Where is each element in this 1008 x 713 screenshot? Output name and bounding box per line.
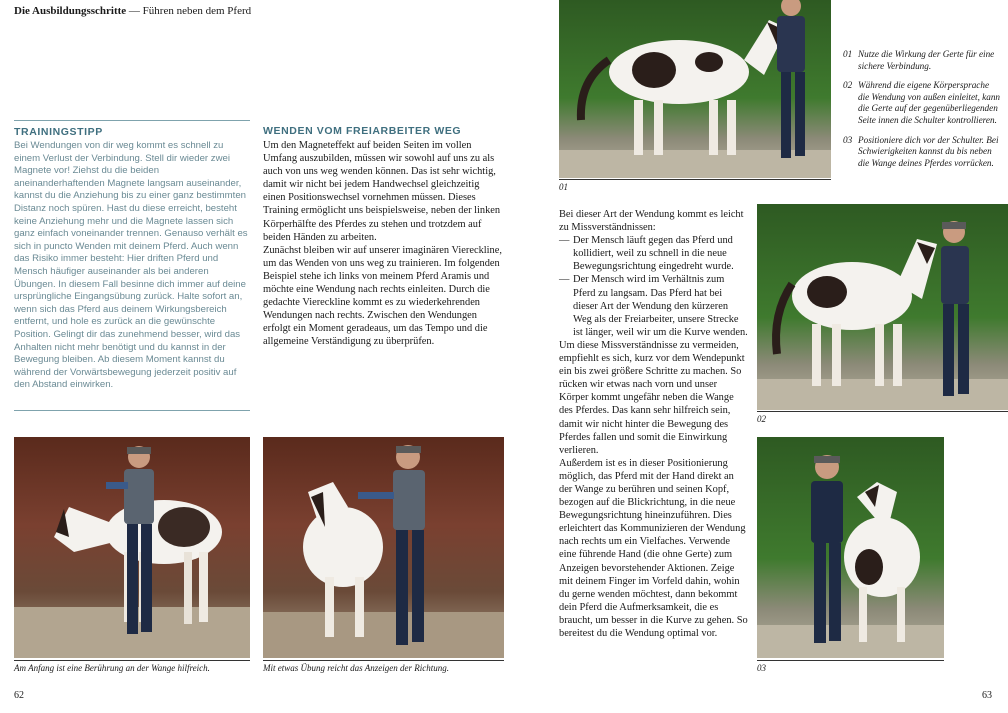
step-number: 03 xyxy=(843,134,853,145)
photo-number: 03 xyxy=(757,663,766,673)
horse-and-trainer-illustration xyxy=(559,0,831,178)
list-item: — Der Mensch läuft gegen das Pferd und kollidiert, weil zu schnell in die neue Bewegungsrichtung eingedreht wurde. xyxy=(559,234,749,273)
tip-body xyxy=(14,140,252,392)
step-item xyxy=(843,135,1001,170)
tip-bottom-rule xyxy=(14,410,250,411)
tip-top-rule xyxy=(14,120,250,121)
caption-rule xyxy=(559,179,831,180)
section-paragraph-2: Zunächst bleiben wir auf unserer imaginären Viereckline, um das Wenden von uns weg zu trainieren. Im folgenden Beispiel stehe ich links von meinem Pferd Aramis und möchte eine Wendung nach rechts einleiten. Durch die gedachte Viereckline kommt es zu wiederkehrenden Wendungen nach rechts. Zwischen den Wendungen erfolgt ein Moment geradeaus, um das Tempo und die allgemeine Verständigung zu überprüfen. xyxy=(263,244,502,348)
horse-and-trainer-illustration xyxy=(757,437,944,658)
tip-paragraph: Bei Wendungen von dir weg kommt es schnell zu einem Verlust der Verbindung. Stell dir wieder zwei Magnete vor! Ziehst du die beiden aneinanderhaftenden Magnete langsam auseinander, kannst du die Anziehung bis zu einer ganz bestimmten Distanz noch spüren. Hast du diese erreicht, besteht keine Anziehung mehr und die Magnete lassen sich ganz einfach voneinander trennen. Genauso verhält es sich in puncto Wenden mit deinem Pferd. Auch wenn das Risiko immer besteht: Hier driften Pferd und Mensch häufiger auseinander als bei anderen Übungen. In diesem Fall besinne dich immer auf deine ursprüngliche Eingangsübung zurück. Halte sofort an, wenn sich das Pferd aus deinem Wirkungsbereich entfernt, und hole es zurück an die gewünschte Position. Gelingt dir das zunehmend besser, wird das Anhalten nicht mehr benötigt und du kannst in der Bewegung bleiben. Ab diesem Moment kannst du während der Vorwärtsbewegung jederzeit positiv auf den Abstand einwirken. xyxy=(14,140,248,391)
photo-02 xyxy=(757,204,1008,410)
right-text-column xyxy=(559,208,749,640)
misunderstanding-list xyxy=(559,234,749,339)
tip-title: TRAININGSTIPP xyxy=(14,126,103,138)
horse-and-trainer-illustration xyxy=(14,437,250,658)
caption-rule xyxy=(757,660,944,661)
right-paragraph-2: Außerdem ist es in dieser Positionierung möglich, das Pferd mit der Hand direkt an der Wange zu berühren und seinen Kopf, bezogen auf die Blickrichtung, in die neue Bewegungsrichtung hineinzuführen. Dies erleichtert das Kommunizieren der Wendung nach rechts um ein Vielfaches. Verwende eine führende Hand (die ohne Gerte) zum Anzeigen bevorstehender Aktionen. Zeige mit deinem Finger im Vorfeld dahin, wohin du gerne wenden möchtest, dann bekommt dein Pferd die Aufmerksamkeit, die es braucht, um besser in die Kurve zu gehen. So bereitest du die Wendung optimal vor. xyxy=(559,457,748,639)
photo-number: 01 xyxy=(559,182,568,192)
page-number-left: 62 xyxy=(14,690,24,701)
photo-number: 02 xyxy=(757,414,766,424)
step-number: 02 xyxy=(843,80,853,91)
step-captions xyxy=(843,49,1001,177)
horse-and-trainer-illustration xyxy=(757,204,1008,410)
caption-rule xyxy=(757,411,1008,412)
photo-caption: Am Anfang ist eine Berührung an der Wange hilfreich. xyxy=(14,663,210,673)
list-item: — Der Mensch wird im Verhältnis zum Pferd zu langsam. Das Pferd hat bei dieser Art der Wendung den kürzeren Weg als der Freiarbeiter, unsere Strecke ist länger, weil wir um die Kurve wenden. xyxy=(559,273,749,338)
photo-show-direction xyxy=(263,437,504,658)
section-paragraph-1: Um den Magneteffekt auf beiden Seiten im vollen Umfang auszubilden, müssen wir sowohl auf uns zu als auch von uns weg wenden können. Das ist sehr wichtig, damit wir nicht bei jedem Handwechsel gleichzeitig einen Positionswechsel vornehmen müssen. Dieses Training ermöglicht uns beispielsweise, neben der linken Körperhälfte des Pferdes zu stehen und trotzdem auf beiden Händen zu arbeiten. xyxy=(263,140,501,243)
caption-rule xyxy=(14,660,250,661)
right-paragraph-1: Um diese Missverständnisse zu vermeiden, empfiehlt es sich, kurz vor dem Wendepunkt ein bis zwei größere Schritte zu machen. So rücken wir etwas nach vorn und unser Körper kommt ungefähr neben die Wange des Pferdes. Das kann sehr hilfreich sein, damit wir nicht hinter die Bewegung des Pferdes fallen und somit die Einwirkung verlieren. xyxy=(559,339,745,456)
step-item xyxy=(843,80,1001,126)
photo-03 xyxy=(757,437,944,658)
section-body xyxy=(263,139,503,349)
section-title: WENDEN VOM FREIARBEITER WEG xyxy=(263,125,462,137)
running-head-section: Die Ausbildungsschritte xyxy=(14,5,127,17)
photo-caption: Mit etwas Übung reicht das Anzeigen der Richtung. xyxy=(263,663,449,673)
running-head-separator: — xyxy=(128,5,140,17)
photo-01 xyxy=(559,0,831,178)
step-text: Nutze die Wirkung der Gerte für eine sichere Verbindung. xyxy=(858,49,995,71)
caption-rule xyxy=(263,660,504,661)
horse-and-trainer-illustration xyxy=(263,437,504,658)
page-number-right: 63 xyxy=(982,690,992,701)
photo-touch-cheek xyxy=(14,437,250,658)
running-head xyxy=(14,5,251,17)
step-item xyxy=(843,49,1001,72)
step-number: 01 xyxy=(843,49,853,59)
step-text: Während die eigene Körpersprache die Wendung von außen einleitet, kann die Gerte auf der gegenüberliegenden Seite innen die Schulter kontrollieren. xyxy=(858,80,1001,125)
running-head-chapter: Führen neben dem Pferd xyxy=(142,5,252,17)
right-intro: Bei dieser Art der Wendung kommt es leicht zu Missverständnissen: xyxy=(559,209,744,234)
step-text: Positioniere dich vor der Schulter. Bei Schwierigkeiten kannst du bis neben die Wange deines Pferdes vorrücken. xyxy=(858,134,999,168)
